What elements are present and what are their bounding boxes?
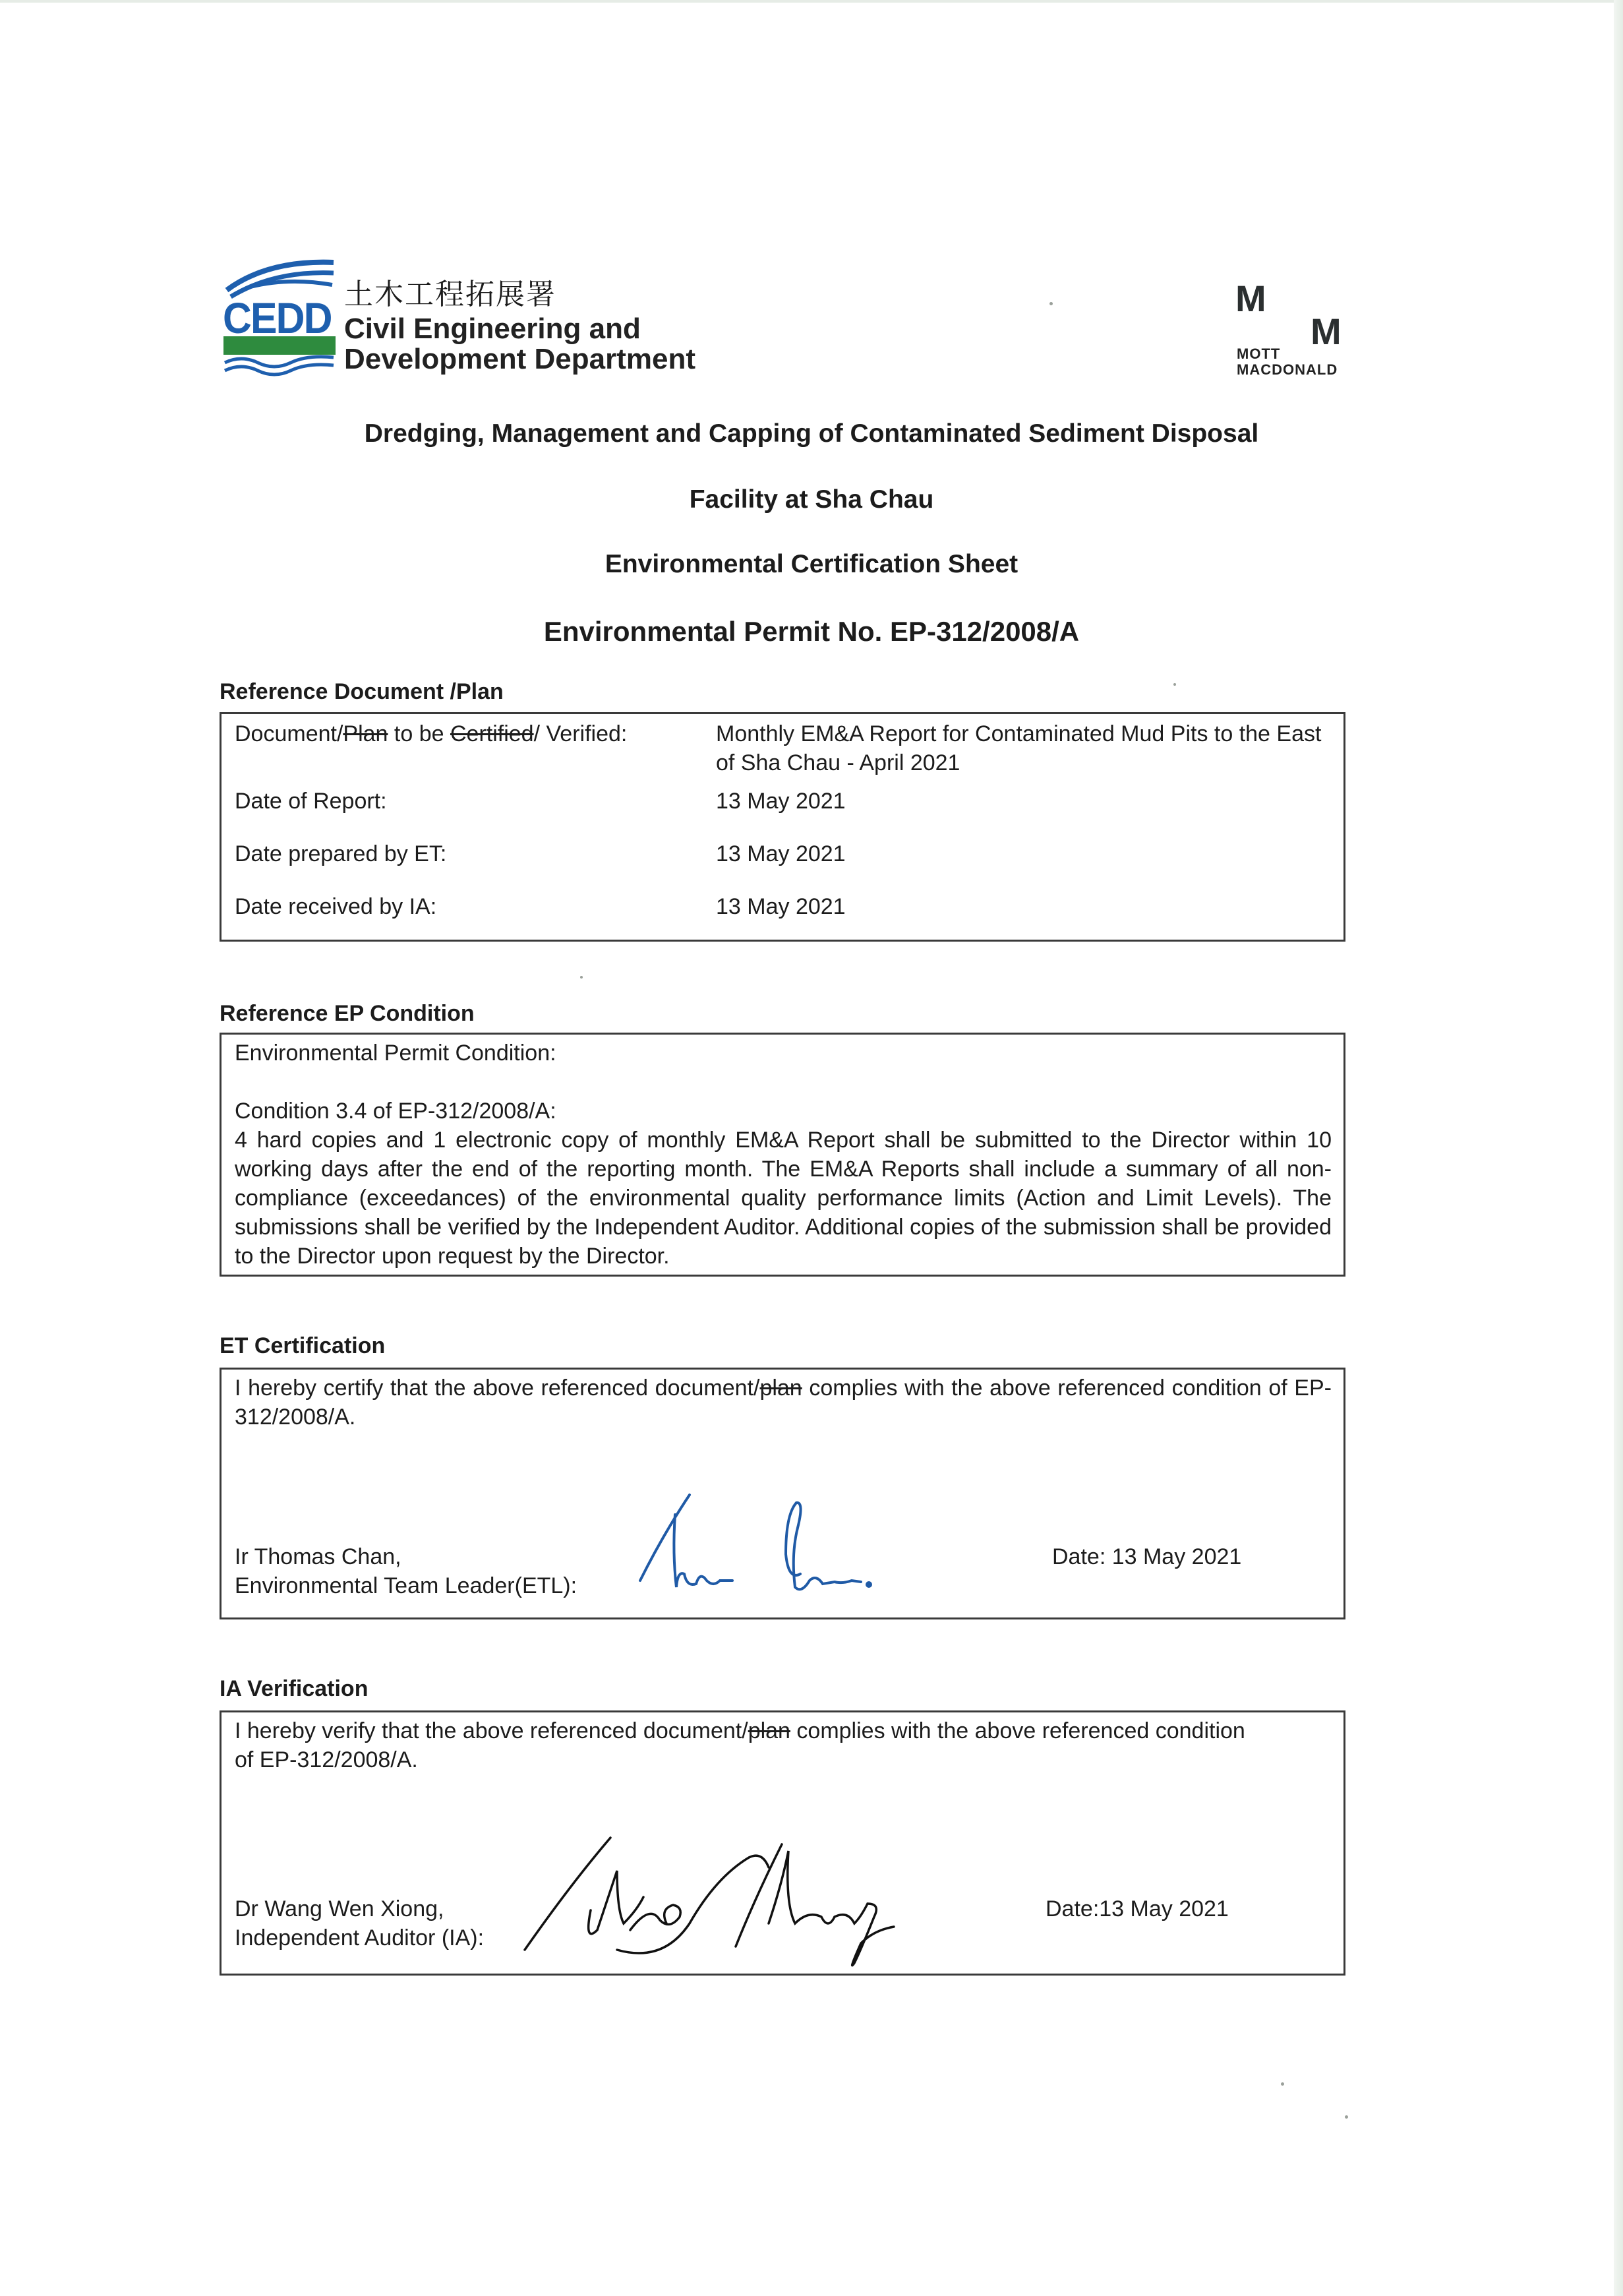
ref-value: 13 May 2021 <box>716 894 846 919</box>
ia-verification-box <box>220 1710 1345 1976</box>
scan-right-edge <box>1614 0 1623 2296</box>
ia-signer <box>235 1894 484 1952</box>
et-certification-box <box>220 1368 1345 1619</box>
ep-condition-title: Condition 3.4 of EP-312/2008/A: <box>235 1099 556 1124</box>
ref-label: Date of Report: <box>235 789 387 814</box>
permit-number: Environmental Permit No. EP-312/2008/A <box>543 616 1080 647</box>
cedd-chinese-name: 土木工程拓展署 <box>344 278 556 311</box>
cedd-acronym: CEDD <box>223 293 332 342</box>
statement-struck-plan: plan <box>748 1718 790 1743</box>
et-statement <box>235 1374 1332 1432</box>
ia-signer-name: Dr Wang Wen Xiong, <box>235 1896 444 1921</box>
reference-ep-condition-box <box>220 1033 1345 1277</box>
label-part: to be <box>388 721 450 746</box>
ref-label: Date received by IA: <box>235 894 437 919</box>
et-certification-heading: ET Certification <box>220 1333 386 1358</box>
cedd-english-name-line2: Development Department <box>344 343 696 375</box>
ref-value: 13 May 2021 <box>716 789 846 814</box>
scan-speck <box>1173 683 1176 686</box>
scan-top-edge <box>0 0 1623 3</box>
label-part: Document/ <box>235 721 343 746</box>
mm-name-line1: MOTT <box>1237 346 1281 362</box>
statement-struck-plan: plan <box>759 1375 802 1401</box>
mott-macdonald-logo <box>1226 277 1358 382</box>
et-signer-name: Ir Thomas Chan, <box>235 1544 401 1569</box>
reference-document-heading: Reference Document /Plan <box>220 679 504 704</box>
statement-text: complies with the above referenced condition of EP-312/2008/A. <box>235 1718 1245 1772</box>
ref-label-document <box>235 719 627 748</box>
ia-signature <box>518 1831 940 1970</box>
label-struck-plan: Plan <box>343 721 388 746</box>
et-signature <box>637 1488 940 1600</box>
ia-verification-heading: IA Verification <box>220 1676 369 1701</box>
scan-speck <box>1345 2115 1348 2119</box>
mm-mark-first: M <box>1235 278 1266 319</box>
document-title-line1: Dredging, Management and Capping of Contaminated Sediment Disposal <box>364 419 1259 448</box>
et-signer <box>235 1542 577 1600</box>
reference-ep-condition-heading: Reference EP Condition <box>220 1001 475 1026</box>
ep-condition-body <box>235 1039 1332 1271</box>
ia-date: Date:13 May 2021 <box>1046 1896 1229 1921</box>
cedd-english-name-line1: Civil Engineering and <box>344 313 641 345</box>
reference-document-box <box>220 712 1345 942</box>
statement-text: complies with the above referenced condition of EP-312/2008/A. <box>235 1375 1332 1430</box>
ep-condition-text: 4 hard copies and 1 electronic copy of monthly EM&A Report shall be submitted to the Director within 10 working days after the end of the reporting month. The EM&A Reports shall include a summary of all non-compliance (exceedances) of the environmental quality performance limits (Action and Limit Levels). The submissions shall be verified by the Independent Auditor. Additional copies of the submission shall be provided to the Director upon request by the Director. <box>235 1128 1332 1269</box>
statement-text: I hereby verify that the above referenced document/ <box>235 1718 748 1743</box>
statement-text: I hereby certify that the above referenced document/ <box>235 1375 760 1401</box>
scan-speck <box>1049 302 1053 305</box>
sheet-title: Environmental Certification Sheet <box>605 550 1018 578</box>
ia-statement <box>235 1716 1263 1774</box>
ref-label: Date prepared by ET: <box>235 841 447 866</box>
scan-speck <box>1281 2082 1284 2086</box>
et-date: Date: 13 May 2021 <box>1052 1544 1242 1569</box>
label-struck-certified: Certified <box>450 721 534 746</box>
et-signer-role: Environmental Team Leader(ETL): <box>235 1573 577 1598</box>
label-part: / Verified: <box>533 721 628 746</box>
mm-name-line2: MACDONALD <box>1237 361 1338 378</box>
ref-value: 13 May 2021 <box>716 841 846 866</box>
ia-signer-role: Independent Auditor (IA): <box>235 1925 485 1950</box>
scan-speck <box>580 976 583 979</box>
mm-mark-second: M <box>1311 311 1342 352</box>
ep-condition-intro: Environmental Permit Condition: <box>235 1041 556 1066</box>
ref-value-document: Monthly EM&A Report for Contaminated Mud Pits to the East of Sha Chau - April 2021 <box>716 721 1322 775</box>
document-title-line2: Facility at Sha Chau <box>689 485 934 514</box>
cedd-logo <box>221 258 696 377</box>
